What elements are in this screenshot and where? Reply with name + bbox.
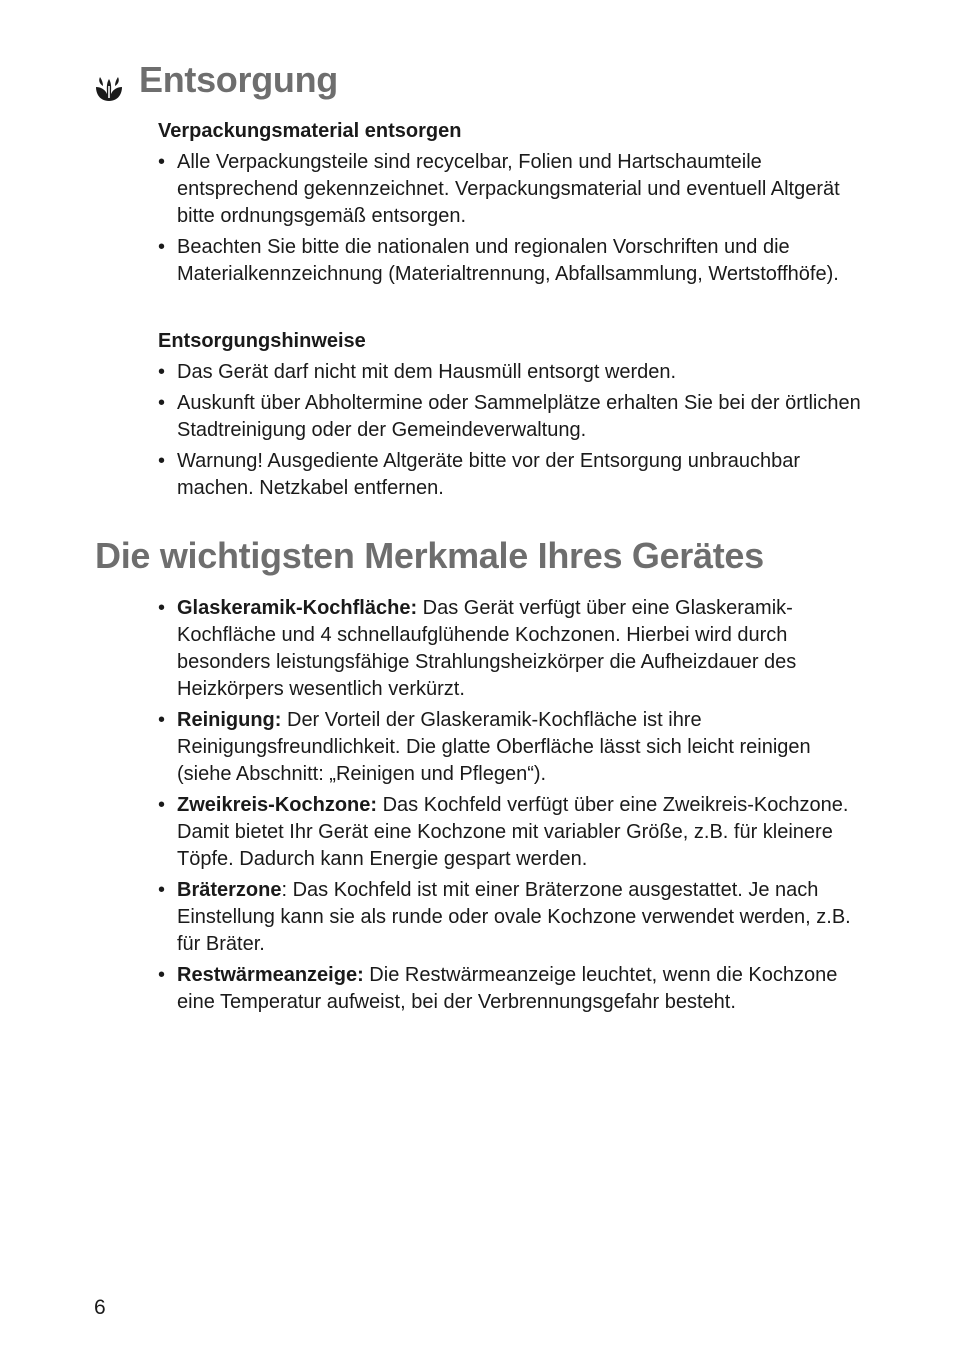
list-item: • Warnung! Ausgediente Altgeräte bitte vor der Entsorgung unbrauchbar machen. Netzkabel entfernen. — [158, 448, 868, 502]
feature-item — [158, 962, 868, 1016]
section-entsorgungshinweise — [158, 328, 868, 506]
page-number: 6 — [94, 1296, 106, 1319]
feature-item — [158, 792, 868, 873]
feature-text: Der Vorteil der Glaskeramik-Kochfläche ist ihre Reinigungsfreundlichkeit. Die glatte Oberfläche lässt sich leicht reinigen (siehe Abschnitt: „Reinigen und Pflegen“). — [177, 709, 811, 785]
list-item: • Alle Verpackungsteile sind recycelbar, Folien und Hartschaumteile entsprechend gekennzeichnet. Verpackungsmaterial und eventuell Altgerät bitte ordnungsgemäß entsorgen. — [158, 149, 868, 230]
feature-item — [158, 877, 868, 958]
feature-label: Glaskeramik-Kochfläche: — [177, 597, 418, 619]
feature-item — [158, 595, 868, 703]
bullet-list-features — [158, 595, 868, 1016]
feature-label: Bräterzone — [177, 879, 282, 901]
feature-text: Das Gerät verfügt über eine Glaskeramik-Kochfläche und 4 schnellaufglühende Kochzonen. Hierbei wird durch besonders leistungsfähige Strahlungsheizkörper die Aufheizdauer des Heizkörpers wesentlich verkürzt. — [177, 597, 797, 700]
feature-item — [158, 707, 868, 788]
feature-text: : Das Kochfeld ist mit einer Bräterzone ausgestattet. Je nach Einstellung kann sie als runde oder ovale Kochzone verwendet werden, z.B. für Bräter. — [177, 879, 851, 955]
feature-label: Zweikreis-Kochzone: — [177, 794, 378, 816]
bullet-list-hinweise — [158, 359, 868, 502]
heading-entsorgung: Entsorgung — [139, 59, 338, 100]
feature-label: Reinigung: — [177, 709, 282, 731]
subheading-verpackungsmaterial: Verpackungsmaterial entsorgen — [158, 120, 462, 142]
eco-tulip-icon — [94, 74, 124, 102]
list-item: • Beachten Sie bitte die nationalen und regionalen Vorschriften und die Materialkennzeichnung (Materialtrennung, Abfallsammlung, Wertstoffhöfe). — [158, 234, 868, 288]
feature-text: Das Kochfeld verfügt über eine Zweikreis-Kochzone. Damit bietet Ihr Gerät eine Kochzone mit variabler Größe, z.B. für kleinere Töpfe. Dadurch kann Energie gespart werden. — [177, 794, 849, 870]
section-merkmale — [158, 595, 868, 1020]
list-item: • Auskunft über Abholtermine oder Sammelplätze erhalten Sie bei der örtlichen Stadtreinigung oder der Gemeindeverwaltung. — [158, 390, 868, 444]
subheading-entsorgungshinweise: Entsorgungshinweise — [158, 330, 366, 352]
list-item: • Das Gerät darf nicht mit dem Hausmüll entsorgt werden. — [158, 359, 868, 386]
heading-merkmale: Die wichtigsten Merkmale Ihres Gerätes — [95, 535, 764, 576]
section-verpackungsmaterial — [158, 118, 868, 292]
bullet-list-verpackung — [158, 149, 868, 288]
feature-text: Die Restwärmeanzeige leuchtet, wenn die Kochzone eine Temperatur aufweist, bei der Verbrennungsgefahr besteht. — [177, 964, 838, 1013]
feature-label: Restwärmeanzeige: — [177, 964, 364, 986]
